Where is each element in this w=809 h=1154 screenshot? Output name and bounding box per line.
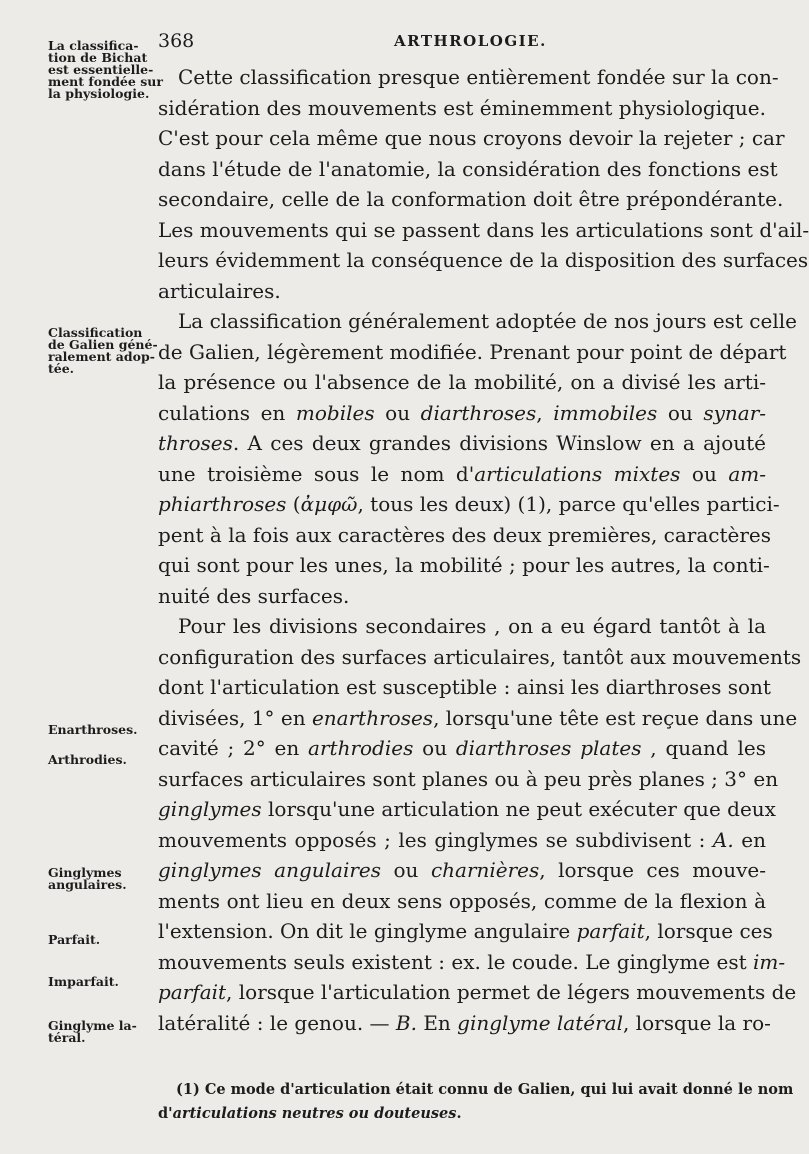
- italic-term: parfait: [158, 980, 227, 1004]
- text-segment: sidération des mouvements est éminemment physiologique.: [158, 95, 766, 120]
- page-number: 368: [158, 30, 195, 52]
- text-line: [158, 459, 766, 490]
- text-line: [158, 62, 779, 93]
- text-line: [158, 550, 770, 581]
- running-head: [158, 30, 758, 52]
- italic-term: ἀμφῶ: [300, 492, 358, 516]
- text-segment: une troisième sous le nom d': [158, 461, 475, 486]
- text-segment: mouvements opposés ; les ginglymes se subdivisent :: [158, 827, 713, 852]
- italic-term: diarthroses plates: [455, 736, 642, 760]
- margin-note-arthrodies: [48, 754, 127, 766]
- text-line: [158, 123, 785, 154]
- text-segment: dont l'articulation est susceptible : ainsi les diarthroses sont: [158, 675, 771, 699]
- text-segment: mouvements seuls existent : ex. le coude. Le ginglyme est: [158, 949, 753, 974]
- text-line: [158, 794, 776, 825]
- text-segment: configuration des surfaces articulaires, tantôt aux mouvements: [158, 644, 802, 669]
- body-text: [158, 62, 809, 1038]
- text-segment: (: [286, 492, 301, 516]
- italic-term: charnières: [430, 858, 540, 882]
- text-segment: culations en: [158, 400, 296, 425]
- margin-note-line: est essentielle-: [48, 62, 154, 77]
- text-line: [158, 428, 766, 459]
- text-line: [158, 733, 766, 764]
- text-line: [158, 276, 766, 307]
- text-line: [158, 825, 766, 856]
- text-line: [158, 916, 773, 947]
- text-segment: pent à la fois aux caractères des deux premières, caractères: [158, 522, 772, 547]
- italic-term: mobiles: [295, 400, 375, 425]
- text-line: [158, 93, 766, 124]
- italic-term: synar-: [703, 400, 767, 425]
- text-segment: cavité ; 2° en: [158, 736, 309, 760]
- text-line: [158, 184, 784, 215]
- margin-note-line: Classification: [48, 325, 143, 340]
- text-segment: Pour les divisions secondaires , on a eu égard tantôt à la: [178, 614, 766, 638]
- margin-note-enarthroses: [48, 724, 137, 736]
- italic-term: parfait: [576, 919, 645, 943]
- text-line: [158, 337, 787, 368]
- margin-note-line: ralement adop-: [48, 349, 155, 364]
- text-segment: , lorsque ces mouve-: [539, 858, 766, 882]
- margin-note-line: ment fondée sur: [48, 74, 163, 89]
- text-segment: ou: [381, 858, 431, 882]
- text-segment: ou: [680, 461, 729, 486]
- text-line: [158, 642, 802, 673]
- margin-note-line: Ginglymes: [48, 865, 122, 880]
- margin-note-galien: [48, 327, 158, 375]
- margin-note-line: Ginglyme la-: [48, 1018, 137, 1033]
- text-segment: surfaces articulaires sont planes ou à peu près planes ; 3° en: [158, 766, 779, 791]
- italic-term: throses: [158, 431, 233, 455]
- text-segment: (1) Ce mode d'articulation était connu de Galien, qui lui avait donné le nom: [176, 1081, 794, 1098]
- text-segment: latéralité : le genou. —: [158, 1010, 396, 1035]
- italic-term: ginglymes angulaires: [158, 858, 382, 882]
- margin-note-bichat: [48, 40, 163, 100]
- text-line: [158, 886, 766, 917]
- italic-term: im-: [752, 949, 786, 974]
- text-segment: ments ont lieu en deux sens opposés, comme de la flexion à: [158, 888, 766, 913]
- text-segment: articulaires.: [158, 278, 281, 303]
- margin-note-line: tion de Bichat: [48, 50, 148, 65]
- text-segment: , lorsqu'une tête est reçue dans une: [433, 705, 798, 730]
- text-segment: ou: [657, 400, 704, 425]
- italic-term: ginglymes: [158, 797, 262, 821]
- margin-note-parfait: [48, 934, 100, 946]
- text-line: [158, 977, 797, 1008]
- margin-note-line: angulaires.: [48, 877, 127, 892]
- italic-term: articulations neutres ou douteuses: [172, 1105, 457, 1122]
- margin-note-line: Arthrodies.: [48, 752, 127, 767]
- footnote-line: [176, 1078, 794, 1102]
- text-line: [158, 489, 780, 520]
- italic-term: am-: [728, 461, 766, 486]
- text-line: [158, 947, 786, 978]
- text-segment: , tous les deux) (1), parce qu'elles partici-: [357, 492, 780, 516]
- margin-note-line: de Galien géné-: [48, 337, 158, 352]
- italic-term: immobiles: [553, 400, 658, 425]
- margin-note-imparfait: [48, 976, 119, 988]
- text-segment: d': [158, 1105, 173, 1122]
- italic-term: B.: [395, 1010, 417, 1035]
- text-segment: nuité des surfaces.: [158, 583, 350, 608]
- italic-term: A.: [712, 827, 734, 852]
- footnote: [158, 1078, 794, 1126]
- margin-note-line: téral.: [48, 1030, 86, 1045]
- text-segment: l'extension. On dit le ginglyme angulaire: [158, 919, 577, 943]
- text-line: [158, 154, 778, 185]
- text-line: [158, 581, 766, 612]
- text-segment: divisées, 1° en: [158, 705, 312, 730]
- text-segment: , lorsque ces: [644, 919, 773, 943]
- italic-term: articulations mixtes: [474, 461, 681, 486]
- text-segment: . A ces deux grandes divisions Winslow en a ajouté: [232, 431, 766, 455]
- text-segment: la présence ou l'absence de la mobilité, on a divisé les arti-: [158, 370, 766, 394]
- margin-note-line: La classifica-: [48, 38, 139, 53]
- italic-term: ginglyme latéral: [457, 1010, 623, 1035]
- text-line: [158, 703, 798, 734]
- text-line: [158, 855, 766, 886]
- text-segment: Les mouvements qui se passent dans les articulations sont d'ail-: [158, 217, 809, 242]
- text-segment: de Galien, légèrement modifiée. Prenant pour point de départ: [158, 339, 787, 364]
- margin-note-ginglyme-lateral: [48, 1020, 137, 1044]
- italic-term: arthrodies: [308, 736, 414, 760]
- margin-note-ginglymes-angulaires: [48, 867, 127, 891]
- text-segment: , lorsque la ro-: [622, 1010, 771, 1035]
- text-segment: leurs évidemment la conséquence de la disposition des surfaces: [158, 248, 809, 272]
- text-segment: lorsqu'une articulation ne peut exécuter que deux: [261, 797, 776, 821]
- text-segment: La classification généralement adoptée de nos jours est celle: [178, 309, 797, 333]
- italic-term: diarthroses: [420, 400, 537, 425]
- margin-note-line: la physiologie.: [48, 86, 150, 101]
- margin-note-line: Imparfait.: [48, 974, 119, 989]
- margin-note-line: Parfait.: [48, 932, 101, 947]
- text-line: [158, 520, 772, 551]
- text-segment: C'est pour cela même que nous croyons devoir la rejeter ; car: [158, 126, 785, 150]
- text-line: [158, 672, 771, 703]
- running-title: ARTHROLOGIE.: [394, 32, 547, 50]
- text-segment: qui sont pour les unes, la mobilité ; pour les autres, la conti-: [158, 553, 770, 577]
- footnote-line: [158, 1102, 772, 1126]
- text-segment: En: [416, 1010, 458, 1035]
- text-segment: , lorsque l'articulation permet de légers mouvements de: [226, 980, 797, 1004]
- margin-note-line: Enarthroses.: [48, 722, 138, 737]
- text-segment: , quand les: [641, 736, 767, 760]
- text-segment: Cette classification presque entièrement fondée sur la con-: [178, 65, 779, 89]
- text-line: [158, 764, 779, 795]
- text-segment: dans l'étude de l'anatomie, la considération des fonctions est: [158, 156, 778, 181]
- text-segment: ou: [374, 400, 421, 425]
- text-line: [158, 245, 809, 276]
- italic-term: phiarthroses: [158, 492, 287, 516]
- italic-term: enarthroses: [311, 705, 434, 730]
- text-line: [158, 1008, 771, 1039]
- text-segment: secondaire, celle de la conformation doit être prépondérante.: [158, 187, 784, 211]
- text-line: [158, 398, 766, 429]
- text-segment: ou: [413, 736, 456, 760]
- text-segment: .: [456, 1105, 462, 1122]
- text-segment: ,: [536, 400, 554, 425]
- text-line: [158, 306, 797, 337]
- text-line: [158, 215, 809, 246]
- text-segment: en: [733, 827, 766, 852]
- text-line: [158, 367, 766, 398]
- margin-note-line: tée.: [48, 361, 75, 376]
- text-line: [158, 611, 766, 642]
